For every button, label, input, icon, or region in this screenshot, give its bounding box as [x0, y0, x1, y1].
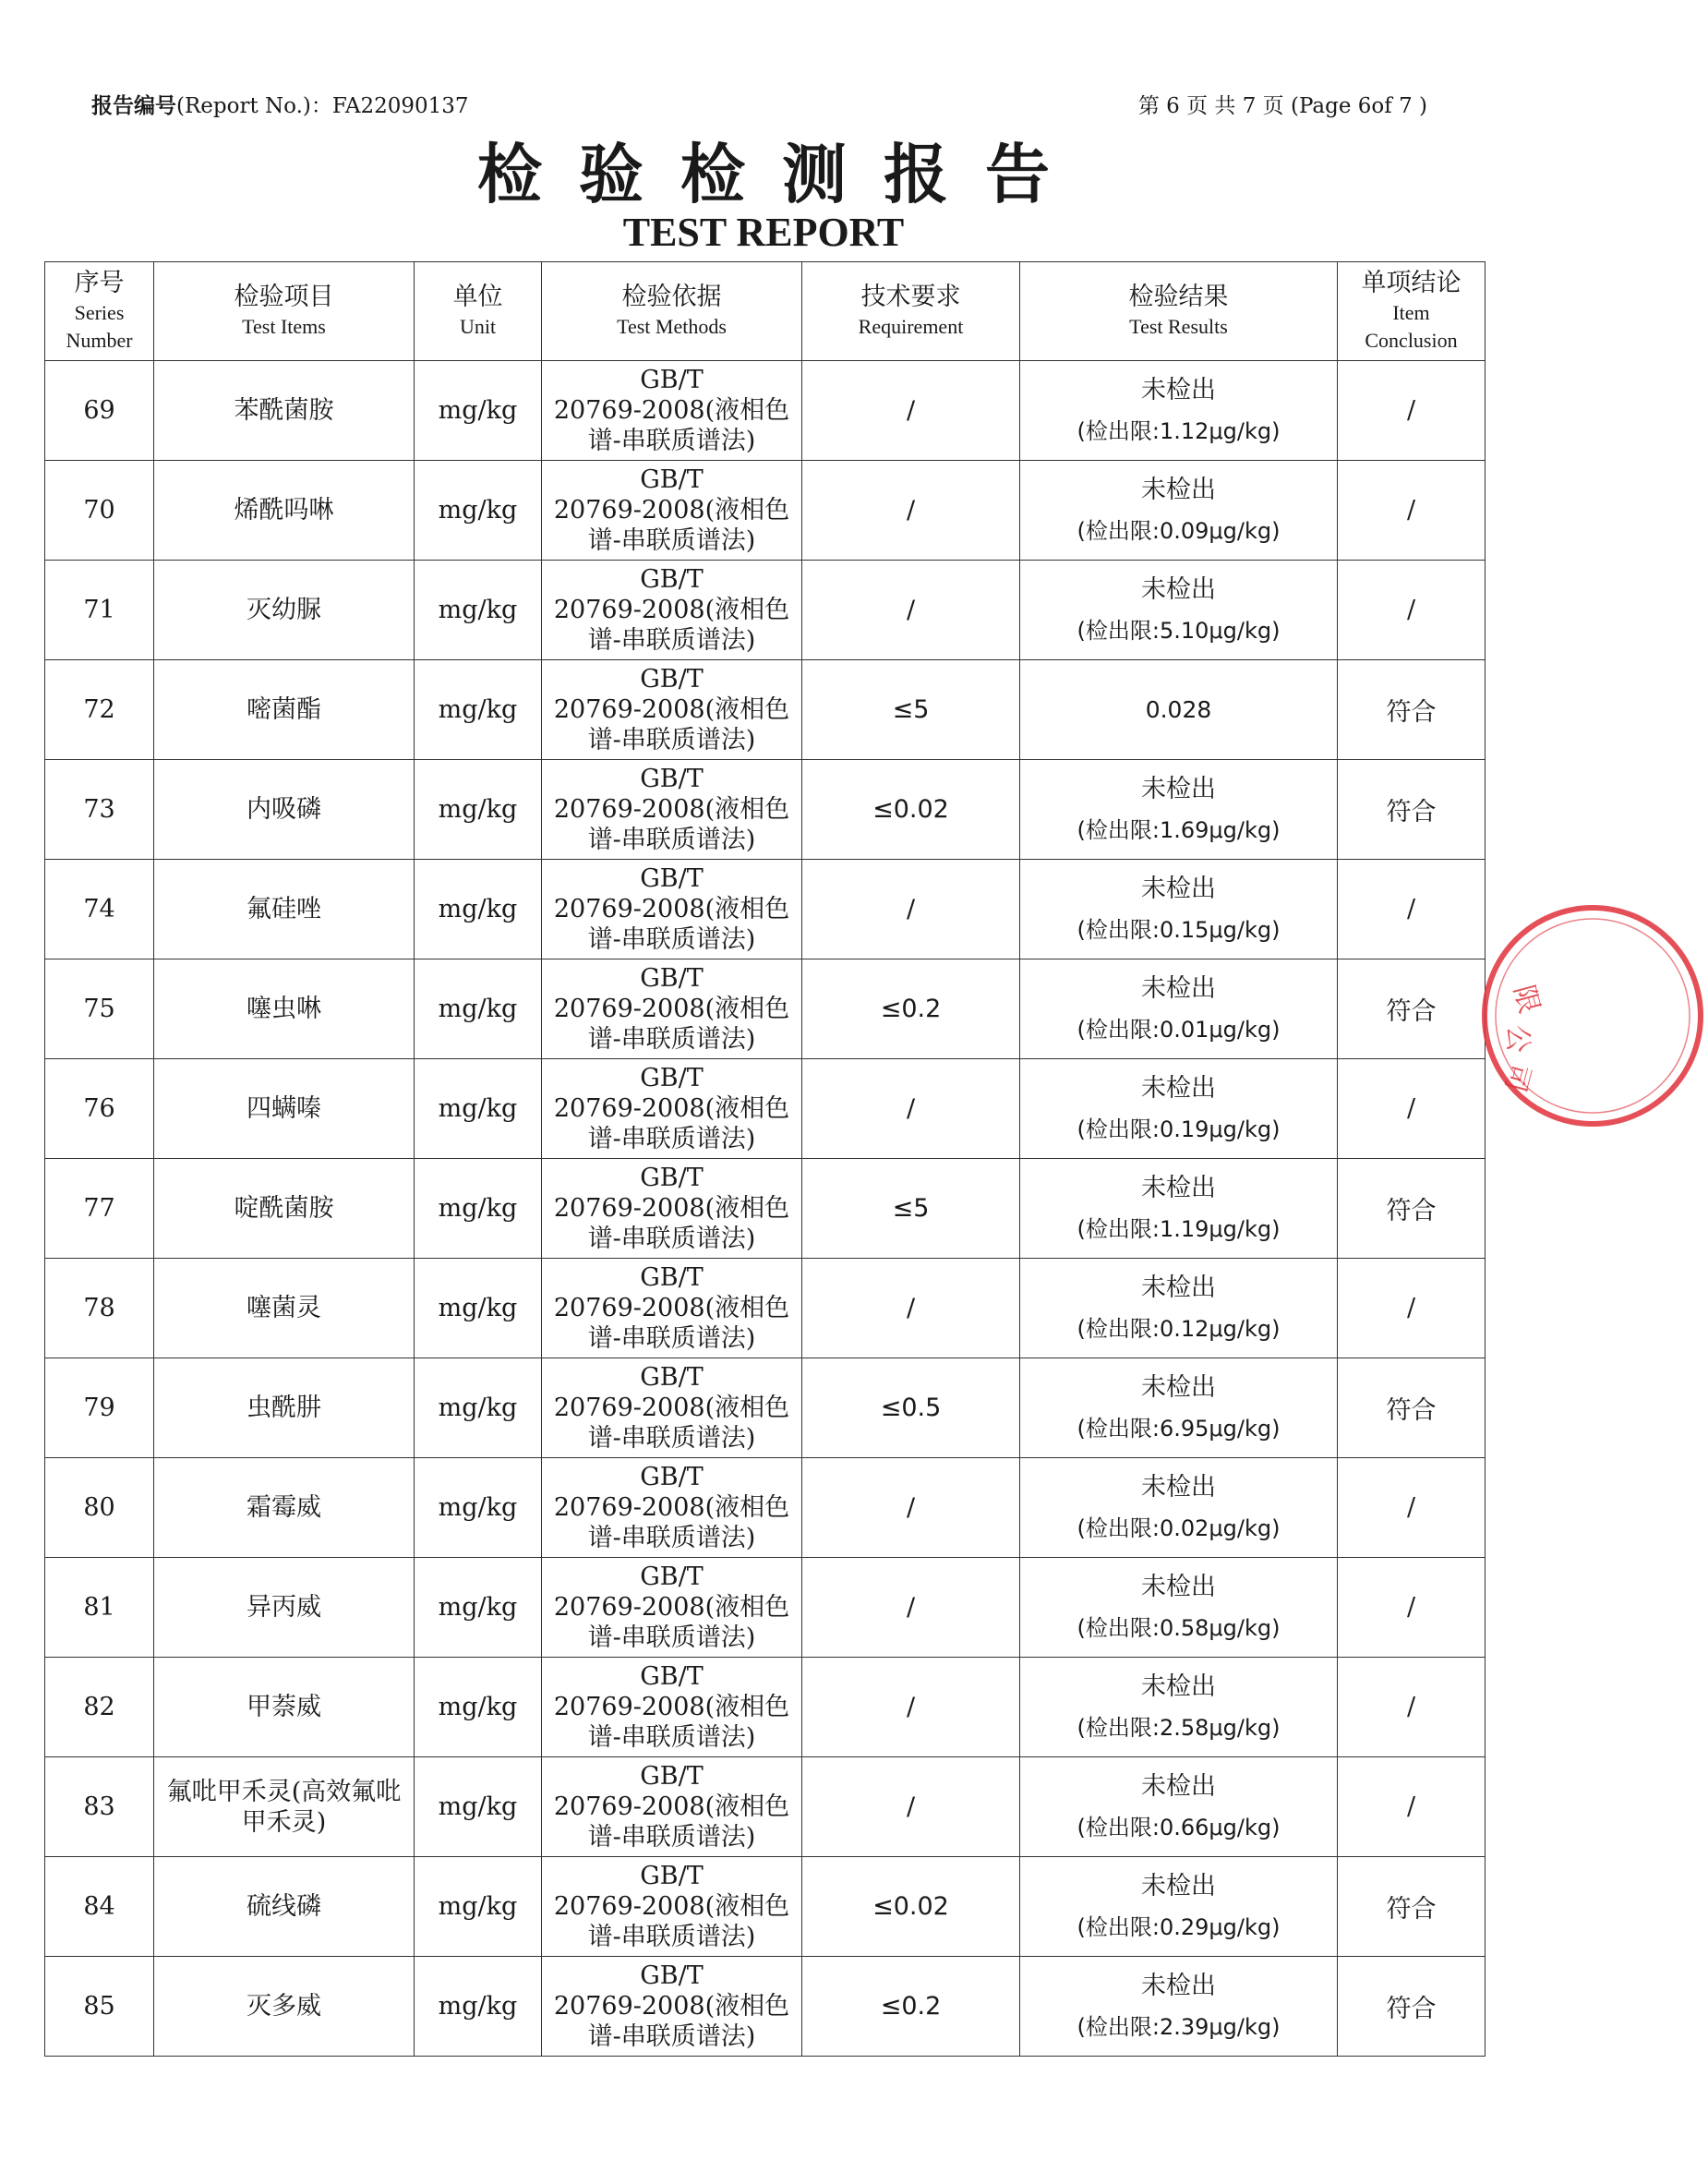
- col-header-conclusion: 单项结论 Item Conclusion: [1338, 262, 1485, 361]
- test-item: 虫酰肼: [154, 1358, 415, 1458]
- test-item: 烯酰吗啉: [154, 461, 415, 561]
- series-number: 84: [45, 1857, 154, 1957]
- test-result: [1020, 760, 1338, 860]
- table-row: [45, 561, 1485, 660]
- result-not-detected: 未检出: [1141, 1971, 1216, 2000]
- result-not-detected: 未检出: [1141, 973, 1216, 1003]
- detection-limit: (检出限:0.29μg/kg): [1077, 1913, 1281, 1940]
- item-conclusion: 符合: [1338, 1358, 1485, 1458]
- test-result: [1020, 1957, 1338, 2057]
- requirement: ≤0.2: [802, 1957, 1020, 2057]
- test-method: GB/T 20769-2008(液相色 谱-串联质谱法): [542, 1059, 802, 1159]
- test-item: 内吸磷: [154, 760, 415, 860]
- item-conclusion: /: [1338, 1558, 1485, 1658]
- series-number: 72: [45, 660, 154, 760]
- test-result: [1020, 1159, 1338, 1259]
- detection-limit: (检出限:0.15μg/kg): [1077, 916, 1281, 943]
- test-method: GB/T 20769-2008(液相色 谱-串联质谱法): [542, 660, 802, 760]
- result-not-detected: 未检出: [1141, 1073, 1216, 1103]
- series-number: 83: [45, 1757, 154, 1857]
- test-result: [1020, 959, 1338, 1059]
- item-conclusion: /: [1338, 1259, 1485, 1358]
- test-result: [1020, 660, 1338, 760]
- table-row: [45, 1857, 1485, 1957]
- unit: mg/kg: [415, 1358, 542, 1458]
- test-method: GB/T 20769-2008(液相色 谱-串联质谱法): [542, 1458, 802, 1558]
- test-method: GB/T 20769-2008(液相色 谱-串联质谱法): [542, 561, 802, 660]
- detection-limit: (检出限:1.19μg/kg): [1077, 1215, 1281, 1242]
- test-item: 硫线磷: [154, 1857, 415, 1957]
- item-conclusion: 符合: [1338, 1957, 1485, 2057]
- detection-limit: (检出限:1.12μg/kg): [1077, 417, 1281, 444]
- unit: mg/kg: [415, 461, 542, 561]
- test-method: GB/T 20769-2008(液相色 谱-串联质谱法): [542, 461, 802, 561]
- unit: mg/kg: [415, 1658, 542, 1757]
- result-not-detected: 未检出: [1141, 475, 1216, 504]
- report-number-label: 报告编号: [91, 94, 176, 118]
- detection-limit: (检出限:2.58μg/kg): [1077, 1714, 1281, 1741]
- detection-limit: (检出限:0.09μg/kg): [1077, 517, 1281, 544]
- table-row: [45, 1259, 1485, 1358]
- table-row: [45, 1358, 1485, 1458]
- unit: mg/kg: [415, 1757, 542, 1857]
- detection-limit: (检出限:6.95μg/kg): [1077, 1415, 1281, 1442]
- requirement: ≤0.02: [802, 760, 1020, 860]
- item-conclusion: /: [1338, 461, 1485, 561]
- table-row: [45, 1757, 1485, 1857]
- result-value: 0.028: [1145, 695, 1212, 723]
- report-number: [91, 89, 469, 119]
- item-conclusion: 符合: [1338, 959, 1485, 1059]
- col-header-results: 检验结果 Test Results: [1020, 262, 1338, 361]
- requirement: /: [802, 361, 1020, 461]
- table-row: [45, 1458, 1485, 1558]
- test-item: 四螨嗪: [154, 1059, 415, 1159]
- table-header-row: [45, 262, 1485, 361]
- unit: mg/kg: [415, 1957, 542, 2057]
- test-result: [1020, 1259, 1338, 1358]
- unit: mg/kg: [415, 1857, 542, 1957]
- table-row: [45, 860, 1485, 959]
- detection-limit: (检出限:1.69μg/kg): [1077, 816, 1281, 843]
- result-not-detected: 未检出: [1141, 1572, 1216, 1601]
- table-row: [45, 1658, 1485, 1757]
- item-conclusion: /: [1338, 1458, 1485, 1558]
- test-result: [1020, 1358, 1338, 1458]
- test-item: 噻菌灵: [154, 1259, 415, 1358]
- item-conclusion: 符合: [1338, 1159, 1485, 1259]
- requirement: /: [802, 1059, 1020, 1159]
- test-method: GB/T 20769-2008(液相色 谱-串联质谱法): [542, 760, 802, 860]
- requirement: /: [802, 860, 1020, 959]
- unit: mg/kg: [415, 361, 542, 461]
- series-number: 75: [45, 959, 154, 1059]
- table-row: [45, 1558, 1485, 1658]
- test-method: GB/T 20769-2008(液相色 谱-串联质谱法): [542, 1757, 802, 1857]
- col-header-requirement: 技术要求 Requirement: [802, 262, 1020, 361]
- test-item: 啶酰菌胺: [154, 1159, 415, 1259]
- col-header-series: 序号 Series Number: [45, 262, 154, 361]
- col-header-unit: 单位 Unit: [415, 262, 542, 361]
- col-header-methods: 检验依据 Test Methods: [542, 262, 802, 361]
- test-method: GB/T 20769-2008(液相色 谱-串联质谱法): [542, 1259, 802, 1358]
- unit: mg/kg: [415, 1059, 542, 1159]
- item-conclusion: /: [1338, 1059, 1485, 1159]
- report-number-value: (Report No.)：FA22090137: [176, 94, 469, 118]
- requirement: /: [802, 1658, 1020, 1757]
- test-results-table: [44, 261, 1485, 2057]
- detection-limit: (检出限:0.58μg/kg): [1077, 1614, 1281, 1641]
- test-method: GB/T 20769-2008(液相色 谱-串联质谱法): [542, 1558, 802, 1658]
- test-method: GB/T 20769-2008(液相色 谱-串联质谱法): [542, 361, 802, 461]
- test-item: 异丙威: [154, 1558, 415, 1658]
- requirement: /: [802, 1558, 1020, 1658]
- item-conclusion: /: [1338, 561, 1485, 660]
- series-number: 85: [45, 1957, 154, 2057]
- result-not-detected: 未检出: [1141, 1372, 1216, 1402]
- test-result: [1020, 561, 1338, 660]
- item-conclusion: 符合: [1338, 660, 1485, 760]
- detection-limit: (检出限:0.01μg/kg): [1077, 1016, 1281, 1043]
- page-indicator: 第 6 页 共 7 页 (Page 6of 7 ): [1137, 94, 1427, 118]
- test-method: GB/T 20769-2008(液相色 谱-串联质谱法): [542, 860, 802, 959]
- test-item: 霜霉威: [154, 1458, 415, 1558]
- test-item: 灭多威: [154, 1957, 415, 2057]
- series-number: 78: [45, 1259, 154, 1358]
- table-row: [45, 760, 1485, 860]
- result-not-detected: 未检出: [1141, 1173, 1216, 1202]
- detection-limit: (检出限:0.12μg/kg): [1077, 1315, 1281, 1342]
- series-number: 70: [45, 461, 154, 561]
- svg-text:公: 公: [1501, 1025, 1534, 1053]
- detection-limit: (检出限:0.66μg/kg): [1077, 1814, 1281, 1840]
- test-item: 噻虫啉: [154, 959, 415, 1059]
- item-conclusion: /: [1338, 1658, 1485, 1757]
- svg-text:司: 司: [1498, 1059, 1537, 1095]
- unit: mg/kg: [415, 1159, 542, 1259]
- test-result: [1020, 1757, 1338, 1857]
- test-item: 苯酰菌胺: [154, 361, 415, 461]
- test-result: [1020, 1658, 1338, 1757]
- test-method: GB/T 20769-2008(液相色 谱-串联质谱法): [542, 1159, 802, 1259]
- table-row: [45, 1159, 1485, 1259]
- test-item: 氟硅唑: [154, 860, 415, 959]
- detection-limit: (检出限:0.02μg/kg): [1077, 1514, 1281, 1541]
- test-result: [1020, 1059, 1338, 1159]
- series-number: 74: [45, 860, 154, 959]
- series-number: 76: [45, 1059, 154, 1159]
- test-method: GB/T 20769-2008(液相色 谱-串联质谱法): [542, 1658, 802, 1757]
- unit: mg/kg: [415, 660, 542, 760]
- item-conclusion: 符合: [1338, 1857, 1485, 1957]
- requirement: ≤5: [802, 660, 1020, 760]
- series-number: 77: [45, 1159, 154, 1259]
- test-result: [1020, 860, 1338, 959]
- test-method: GB/T 20769-2008(液相色 谱-串联质谱法): [542, 1358, 802, 1458]
- result-not-detected: 未检出: [1141, 1871, 1216, 1901]
- requirement: /: [802, 561, 1020, 660]
- report-title-en: TEST REPORT: [622, 210, 905, 255]
- result-not-detected: 未检出: [1141, 1771, 1216, 1801]
- item-conclusion: /: [1338, 361, 1485, 461]
- requirement: ≤0.2: [802, 959, 1020, 1059]
- series-number: 81: [45, 1558, 154, 1658]
- result-not-detected: 未检出: [1141, 375, 1216, 404]
- col-header-items: 检验项目 Test Items: [154, 262, 415, 361]
- requirement: /: [802, 1757, 1020, 1857]
- requirement: ≤0.02: [802, 1857, 1020, 1957]
- requirement: ≤0.5: [802, 1358, 1020, 1458]
- result-not-detected: 未检出: [1141, 874, 1216, 903]
- test-result: [1020, 1857, 1338, 1957]
- requirement: /: [802, 1458, 1020, 1558]
- detection-limit: (检出限:5.10μg/kg): [1077, 617, 1281, 644]
- table-row: [45, 461, 1485, 561]
- test-result: [1020, 1458, 1338, 1558]
- table-row: [45, 1059, 1485, 1159]
- item-conclusion: /: [1338, 860, 1485, 959]
- requirement: ≤5: [802, 1159, 1020, 1259]
- detection-limit: (检出限:2.39μg/kg): [1077, 2013, 1281, 2040]
- test-item: 嘧菌酯: [154, 660, 415, 760]
- unit: mg/kg: [415, 1458, 542, 1558]
- unit: mg/kg: [415, 959, 542, 1059]
- unit: mg/kg: [415, 760, 542, 860]
- detection-limit: (检出限:0.19μg/kg): [1077, 1116, 1281, 1142]
- test-method: GB/T 20769-2008(液相色 谱-串联质谱法): [542, 1857, 802, 1957]
- test-method: GB/T 20769-2008(液相色 谱-串联质谱法): [542, 1957, 802, 2057]
- unit: mg/kg: [415, 860, 542, 959]
- company-seal: [1477, 900, 1708, 1131]
- svg-text:限: 限: [1507, 982, 1546, 1018]
- table-row: [45, 959, 1485, 1059]
- result-not-detected: 未检出: [1141, 574, 1216, 604]
- result-not-detected: 未检出: [1141, 774, 1216, 803]
- test-result: [1020, 461, 1338, 561]
- table-row: [45, 361, 1485, 461]
- test-method: GB/T 20769-2008(液相色 谱-串联质谱法): [542, 959, 802, 1059]
- series-number: 69: [45, 361, 154, 461]
- series-number: 82: [45, 1658, 154, 1757]
- report-title-cn: 检验检测报告: [477, 137, 1087, 212]
- unit: mg/kg: [415, 1558, 542, 1658]
- test-item: 氟吡甲禾灵(高效氟吡甲禾灵): [154, 1757, 415, 1857]
- result-not-detected: 未检出: [1141, 1273, 1216, 1302]
- series-number: 80: [45, 1458, 154, 1558]
- series-number: 71: [45, 561, 154, 660]
- item-conclusion: /: [1338, 1757, 1485, 1857]
- item-conclusion: 符合: [1338, 760, 1485, 860]
- requirement: /: [802, 461, 1020, 561]
- test-item: 灭幼脲: [154, 561, 415, 660]
- table-row: [45, 660, 1485, 760]
- requirement: /: [802, 1259, 1020, 1358]
- test-item: 甲萘威: [154, 1658, 415, 1757]
- test-result: [1020, 1558, 1338, 1658]
- unit: mg/kg: [415, 1259, 542, 1358]
- table-row: [45, 1957, 1485, 2057]
- result-not-detected: 未检出: [1141, 1671, 1216, 1701]
- result-not-detected: 未检出: [1141, 1472, 1216, 1502]
- test-result: [1020, 361, 1338, 461]
- series-number: 73: [45, 760, 154, 860]
- series-number: 79: [45, 1358, 154, 1458]
- unit: mg/kg: [415, 561, 542, 660]
